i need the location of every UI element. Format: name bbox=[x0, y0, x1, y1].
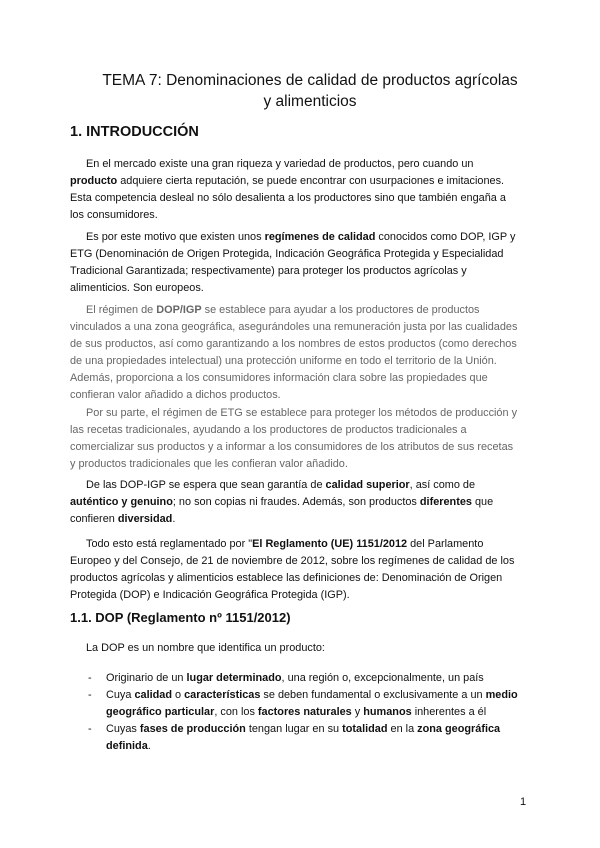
list-item: - Cuya calidad o características se deben fundamental o exclusivamente a un medio geográfico particular, con los factores naturales y humanos inherentes a él bbox=[88, 688, 518, 718]
page-title bbox=[70, 70, 550, 112]
section-heading-dop: 1.1. DOP (Reglamento nº 1151/2012) bbox=[70, 610, 291, 625]
paragraph-6: Todo esto está reglamentado por "El Reglamento (UE) 1151/2012 del Parlamento Europeo y del Consejo, de 21 de noviembre de 2012, sobre los regímenes de calidad de los productos agrícolas y alimenticios establece las definiciones de: Denominación de Origen Protegida (DOP) e Indicación Geográfica Protegida (IGP). bbox=[70, 538, 515, 601]
list-item: - Cuyas fases de producción tengan lugar en su totalidad en la zona geográfica definida. bbox=[88, 722, 501, 752]
dop-criteria-list bbox=[88, 670, 548, 755]
paragraph-7: La DOP es un nombre que identifica un producto: bbox=[86, 642, 325, 654]
paragraph-2: Es por este motivo que existen unos regímenes de calidad conocidos como DOP, IGP y ETG (Denominación de Origen Protegida, Indicación Geográfica Protegida y Especialidad Tradicional Garantizada; respectivamente) para proteger los productos agrícolas y alimenticios. Son europeos. bbox=[70, 231, 516, 294]
list-item: - Originario de un lugar determinado, una región o, excepcionalmente, un país bbox=[88, 672, 484, 684]
paragraph-1: En el mercado existe una gran riqueza y variedad de productos, pero cuando un producto adquiere cierta reputación, se puede encontrar con usurpaciones e imitaciones. Esta competencia desleal no sólo desalienta a los productores sino que también engaña a los consumidores. bbox=[70, 158, 506, 221]
section-heading-introduccion: 1. INTRODUCCIÓN bbox=[70, 124, 199, 140]
paragraph-4: Por su parte, el régimen de ETG se establece para proteger los métodos de producción y las recetas tradicionales, ayudando a los productores de productos tradicionales a comercializar sus productos y a informar a los consumidores de los atributos de sus recetas y productos tradicionales que les confieran valor añadido. bbox=[70, 407, 518, 470]
paragraph-5: De las DOP-IGP se espera que sean garantía de calidad superior, así como de auténtico y genuino; no son copias ni fraudes. Además, son productos diferentes que confieren diversidad. bbox=[70, 479, 494, 525]
page-number: 1 bbox=[520, 796, 527, 808]
title-line-1: TEMA 7: Denominaciones de calidad de productos agrícolas bbox=[102, 72, 518, 89]
title-line-2: y alimenticios bbox=[263, 93, 357, 110]
paragraph-3: El régimen de DOP/IGP se establece para ayudar a los productores de productos vinculados a una zona geográfica, asegurándoles una remuneración justa por las cualidades de sus productos, así como garantizando a los nombres de estos productos (como derechos de una propiedades intelectual) una protección uniforme en todo el territorio de la Unión. Además, proporciona a los consumidores información clara sobre las propiedades que confieran valor añadido a dichos productos. bbox=[70, 304, 518, 401]
